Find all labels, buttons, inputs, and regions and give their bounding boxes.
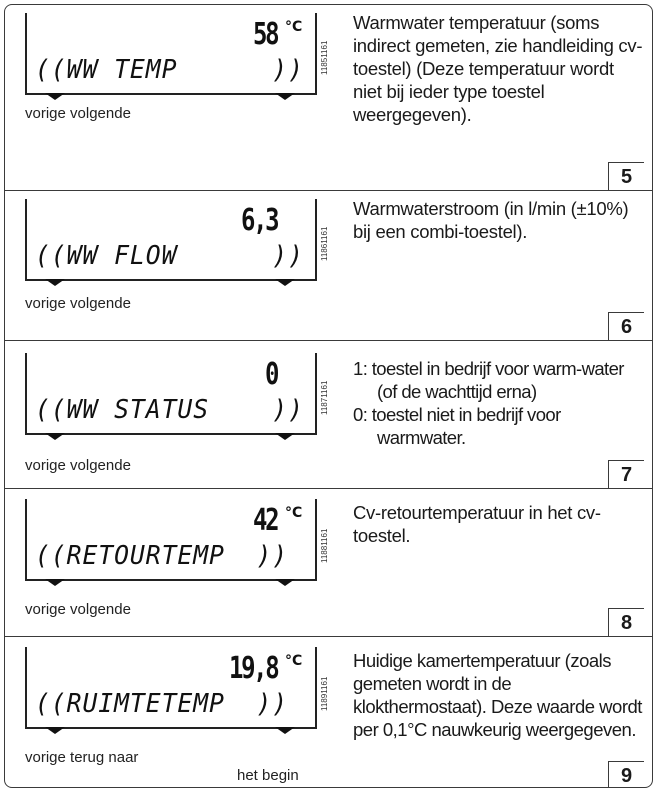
- arrow-down-left-icon: [45, 727, 65, 734]
- lcd-value: 0: [264, 357, 277, 392]
- arrow-down-right-icon: [275, 579, 295, 586]
- description-item: 1: toestel in bedrijf voor warm-water (of de wachttijd erna): [353, 358, 624, 402]
- arrow-down-left-icon: [45, 433, 65, 440]
- arrow-down-left-icon: [45, 93, 65, 100]
- description-text: Huidige kamertemperatuur (zoals gemeten wordt in de klokthermostaat). Deze waarde wordt per 0,1°C nauwkeurig weergegeven.: [353, 650, 642, 740]
- figure-code: 11891161: [320, 676, 329, 711]
- figure-code: 11871161: [320, 380, 329, 415]
- lcd-display: [25, 353, 313, 439]
- description: [353, 357, 645, 449]
- button-caption: vorige volgende: [25, 601, 131, 618]
- lcd-menu-text: ((RUIMTETEMP )): [35, 689, 289, 719]
- description-text: Warmwaterstroom (in l/min (±10%) bij een combi-toestel).: [353, 198, 629, 242]
- table-row: [5, 191, 652, 341]
- arrow-down-right-icon: [275, 93, 295, 100]
- button-caption: vorige volgende: [25, 457, 131, 474]
- description: [353, 649, 645, 741]
- table-row: [5, 489, 652, 637]
- figure-code: 11851161: [320, 40, 329, 75]
- figure-code: 11881161: [320, 528, 329, 563]
- arrow-down-right-icon: [275, 727, 295, 734]
- button-caption: vorige terug naar: [25, 749, 139, 766]
- row-number: 7: [608, 460, 644, 488]
- description-text: Cv-retourtemperatuur in het cv-toestel.: [353, 502, 601, 546]
- button-caption: vorige volgende: [25, 295, 131, 312]
- table-row: [5, 341, 652, 489]
- arrow-down-right-icon: [275, 433, 295, 440]
- lcd-unit: °C: [285, 505, 303, 521]
- figure-code: 11861161: [320, 226, 329, 261]
- lcd-display: [25, 13, 313, 99]
- row-number: 6: [608, 312, 644, 340]
- lcd-value: 6,3: [240, 203, 277, 238]
- lcd-value: 42: [252, 503, 277, 538]
- arrow-down-left-icon: [45, 579, 65, 586]
- lcd-menu-text: ((RETOURTEMP )): [35, 541, 289, 571]
- lcd-menu-text: ((WW TEMP )): [35, 55, 304, 85]
- lcd-display: [25, 199, 313, 285]
- lcd-unit: °C: [285, 653, 303, 669]
- arrow-down-left-icon: [45, 279, 65, 286]
- parameter-table: [4, 4, 653, 788]
- table-row: [5, 637, 652, 788]
- lcd-value: 58: [252, 17, 277, 52]
- button-caption-continued: het begin: [237, 767, 299, 784]
- description-text: Warmwater temperatuur (soms indirect gemeten, zie handleiding cv-toestel) (Deze temperatuur wordt niet bij ieder type toestel weergegeven).: [353, 12, 643, 125]
- description: [353, 11, 645, 126]
- arrow-down-right-icon: [275, 279, 295, 286]
- lcd-menu-text: ((WW FLOW )): [35, 241, 304, 271]
- description: [353, 197, 645, 243]
- row-number: 8: [608, 608, 644, 636]
- lcd-display: [25, 647, 313, 733]
- lcd-value: 19,8: [228, 651, 277, 686]
- description-item: 0: toestel niet in bedrijf voor warmwater.: [353, 404, 561, 448]
- lcd-menu-text: ((WW STATUS )): [35, 395, 304, 425]
- button-caption: vorige volgende: [25, 105, 131, 122]
- lcd-display: [25, 499, 313, 585]
- lcd-unit: °C: [285, 19, 303, 35]
- row-number: 9: [608, 761, 644, 788]
- row-number: 5: [608, 162, 644, 190]
- description: [353, 501, 645, 547]
- table-row: [5, 5, 652, 191]
